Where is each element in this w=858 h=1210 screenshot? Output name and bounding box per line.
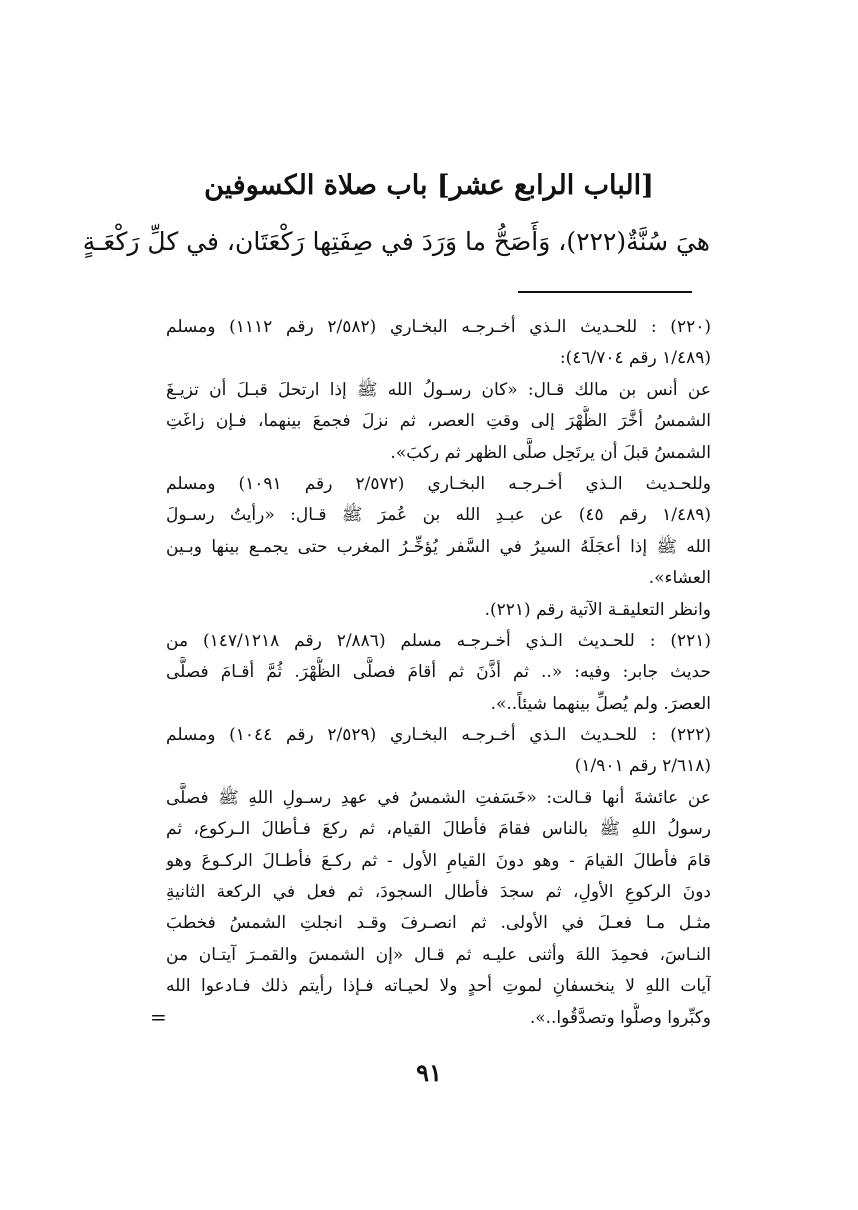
- footnote-line: (٢٢١) : للحـديث الـذي أخـرجـه مسلم (٢/٨٨٦ رقم ١٤٧/١٢١٨) من: [166, 630, 711, 651]
- footnote-line: قامَ فأطالَ القيامَ - وهو دونَ القيامِ الأول - ثم ركـعَ فأطـالَ الركـوعَ وهو: [166, 850, 711, 871]
- footnote-line: رسولُ اللهِ ﷺ بالناس فقامَ فأطالَ القيام، ثم ركعَ فـأطالَ الـركوع، ثم: [166, 819, 711, 840]
- footnote-line: الله ﷺ إذا أعجَلَهُ السيرُ في السَّفر يُؤخِّـرُ المغرب حتى يجمـع بينها وبـين: [166, 536, 711, 557]
- footnote-line: النـاسَ، فحمِدَ اللهَ وأثنى عليـه ثم قـال «إن الشمسَ والقمـرَ آيتـان من: [166, 944, 711, 965]
- chapter-title: [الباب الرابع عشر] باب صلاة الكسوفين: [204, 170, 654, 201]
- footnote-line: العصرَ. ولم يُصلِّ بينهما شيئاً..».: [490, 693, 711, 714]
- footnote-line: الشمسُ أخَّرَ الظُّهْرَ إلى وقتِ العصر، ثم نزلَ فجمعَ بينهما، فـإن زاغَتِ: [166, 411, 711, 432]
- footnote-separator: [518, 291, 692, 293]
- footnote-line: العشاء».: [648, 568, 711, 589]
- footnote-line: وللحـديث الـذي أخـرجـه البخـاري (٢/٥٧٢ رقم ١٠٩١) ومسلم: [166, 473, 711, 494]
- main-text: هيَ سُنَّةٌ(٢٢٢)، وَأَصَحُّ ما وَرَدَ في صِفَتِها رَكْعَتَان، في كلِّ رَكْعَـةٍ: [82, 227, 710, 256]
- footnote-line: عن أنس بن مالك قـال: «كان رسـولُ الله ﷺ إذا ارتحلَ قبـلَ أن تزيـغَ: [166, 379, 711, 400]
- footnote-line: (٢/٦١٨ رقم ١/٩٠١): [574, 756, 711, 777]
- footnote-line: (٢٢٢) : للحـديث الـذي أخـرجـه البخـاري (٢/٥٢٩ رقم ١٠٤٤) ومسلم: [166, 725, 711, 746]
- footnote-line: مثـل مـا فعـلَ في الأولى. ثم انصـرفَ وقـد انجلتِ الشمسُ فخطبَ: [166, 913, 711, 934]
- page-number: ٩١: [416, 1058, 442, 1087]
- footnote-line: دونَ الركوعِ الأولِ، ثم سجدَ فأطال السجودَ، ثم فعل في الركعة الثانيةِ: [166, 882, 711, 903]
- footnote-line: (١/٤٨٩ رقم ٤٦/٧٠٤):: [559, 348, 711, 369]
- footnote-line: (٢٢٠) : للحـديث الـذي أخـرجـه البخـاري (٢/٥٨٢ رقم ١١١٢) ومسلم: [166, 317, 711, 337]
- footnote-line: وكبِّروا وصلُّوا وتصدَّقُوا..».: [529, 1007, 711, 1028]
- footnote-line: (١/٤٨٩ رقم ٤٥) عن عبـدِ الله بن عُمرَ ﷺ قـال: «رأيتُ رسـولَ: [166, 505, 711, 526]
- footnote-line: آيات اللهِ لا ينخسفانِ لموتِ أحدٍ ولا لحيـاته فـإذا رأيتم ذلك فـادعوا الله: [166, 976, 711, 997]
- footnote-line: وانظر التعليقـة الآتية رقم (٢٢١).: [484, 599, 711, 620]
- footnote-line: الشمسُ قبلَ أن يرتَحِل صلَّى الظهر ثم ركبَ».: [390, 442, 711, 463]
- footnote-line: عن عائشةَ أنها قـالت: «خَسَفتِ الشمسُ في عهدِ رسـولِ اللهِ ﷺ فصلَّى: [166, 787, 711, 808]
- footnotes: [166, 312, 711, 1034]
- continuation-mark: =: [150, 1005, 167, 1029]
- footnote-line: حديث جابر: وفيه: «.. ثم أذَّنَ ثم أقامَ فصلَّى الظُّهْرَ. ثُمَّ أقـامَ فصلَّى: [166, 662, 711, 683]
